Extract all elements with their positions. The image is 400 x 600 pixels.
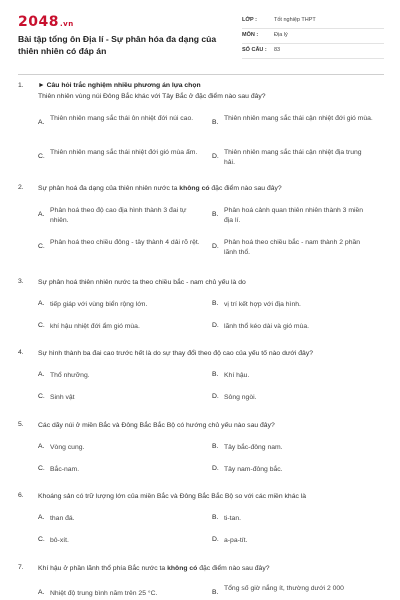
option-label: D. (212, 536, 219, 543)
question-1 (18, 82, 384, 172)
option-text: Thiên nhiên mang sắc thái ôn nhiệt đới núi cao. (50, 115, 194, 122)
option-text: Khí hậu. (224, 372, 250, 379)
option-text: Tổng số giờ nắng ít, thường dưới 2 000 (224, 585, 344, 592)
option-text: than đá. (50, 515, 75, 522)
question-text: Thiên nhiên vùng núi Đông Bắc khác với Tây Bắc ở đặc điểm nào sau đây? (38, 93, 266, 100)
logo-text[interactable]: 2048 (18, 14, 59, 30)
option-label: C. (38, 243, 45, 250)
meta-value: Địa lý (274, 32, 288, 38)
meta-row-grade (242, 14, 384, 29)
option-label: C. (38, 536, 45, 543)
option-label: C. (38, 153, 45, 160)
option-text: bô-xít. (50, 537, 69, 544)
option-text: Thiên nhiên mang sắc thái nhiệt đới gió mùa ấm. (50, 149, 198, 156)
question-number: 7. (18, 564, 24, 571)
meta-key: MÔN : (242, 32, 259, 38)
option-text: Thiên nhiên mang sắc thái cận nhiệt địa trung hải. (224, 149, 362, 166)
question-text (38, 564, 378, 574)
option-text: Phân hoá theo chiều đông - tây thành 4 dải rõ rệt. (50, 239, 200, 246)
question-text-part: đặc điểm nào sau đây? (197, 565, 270, 572)
option-label: B. (212, 119, 219, 126)
option-text: Tây bắc-đông nam. (224, 444, 283, 451)
question-number: 2. (18, 184, 24, 191)
option-label: D. (212, 322, 219, 329)
option-label: A. (38, 514, 45, 521)
option-label: B. (212, 443, 219, 450)
option-text: Thổ nhưỡng. (50, 372, 90, 379)
meta-key: SỐ CÂU : (242, 47, 267, 53)
meta-table (242, 14, 384, 59)
meta-row-subject (242, 29, 384, 44)
document-header (18, 14, 384, 74)
option-label: D. (212, 153, 219, 160)
option-label: B. (212, 589, 219, 596)
question-text-emphasis: không có (167, 565, 198, 572)
option-label: B. (212, 371, 219, 378)
option-label: D. (212, 243, 219, 250)
meta-value: 83 (274, 47, 281, 53)
option-text: vị trí kết hợp với địa hình. (224, 301, 301, 308)
question-text-part: Sự phân hoá đa dạng của thiên nhiên nước ta (38, 185, 180, 192)
question-6 (18, 492, 384, 552)
document-title: Bài tập tổng ôn Địa lí - Sự phân hóa đa dạng của thiên nhiên có đáp án (18, 34, 217, 56)
option-text: khí hậu nhiệt đới ẩm gió mùa. (50, 323, 140, 330)
question-3 (18, 278, 384, 338)
option-text: Phân hoá theo chiều bắc - nam thành 2 phần lãnh thổ. (224, 239, 361, 256)
question-number: 4. (18, 349, 24, 356)
logo-suffix[interactable]: .vn (59, 20, 74, 28)
option-text: a-pa-tít. (224, 537, 248, 544)
question-text-part: đặc điểm nào sau đây? (209, 185, 282, 192)
option-label: A. (38, 371, 45, 378)
question-5 (18, 421, 384, 481)
meta-value: Tốt nghiệp THPT (274, 17, 316, 23)
option-text: Vòng cung. (50, 444, 85, 451)
question-number: 3. (18, 278, 24, 285)
option-label: B. (212, 514, 219, 521)
question-text: Sự phân hoá thiên nhiên nước ta theo chiều bắc - nam chủ yếu là do (38, 279, 246, 286)
meta-row-count (242, 44, 384, 59)
option-label: B. (212, 211, 219, 218)
option-text: Nhiệt độ trung bình năm trên 25 °C. (50, 590, 158, 597)
question-text-emphasis: không có (179, 185, 210, 192)
option-label: D. (212, 393, 219, 400)
meta-key: LỚP : (242, 17, 257, 23)
option-text: Phân hoá cảnh quan thiên nhiên thành 3 miền địa lí. (224, 207, 364, 224)
question-text (38, 184, 378, 194)
option-label: C. (38, 393, 45, 400)
header-divider (18, 74, 384, 75)
option-label: A. (38, 300, 45, 307)
question-text: Khoáng sản có trữ lượng lớn của miền Bắc và Đông Bắc Bắc Bộ so với các miền khác là (38, 493, 307, 500)
option-label: C. (38, 322, 45, 329)
option-text: lãnh thổ kéo dài và gió mùa. (224, 323, 310, 330)
question-number: 1. (18, 82, 24, 89)
question-text: Sự hình thành ba đai cao trước hết là do sự thay đổi theo độ cao của yếu tố nào dưới đây? (38, 350, 313, 357)
question-number: 6. (18, 492, 24, 499)
option-label: A. (38, 443, 45, 450)
option-text: Bắc-nam. (50, 466, 80, 473)
option-label: A. (38, 589, 45, 596)
question-7 (18, 564, 384, 600)
option-text: ti-tan. (224, 515, 241, 522)
option-text: Sông ngòi. (224, 394, 257, 401)
question-text-part: Khí hậu ở phần lãnh thổ phía Bắc nước ta (38, 565, 168, 572)
question-4 (18, 349, 384, 409)
option-text: Phân hoá theo độ cao địa hình thành 3 đai tự nhiên. (50, 207, 187, 224)
option-label: B. (212, 300, 219, 307)
site-logo[interactable] (18, 14, 74, 30)
option-label: A. (38, 119, 45, 126)
option-text: Tây nam-đông bắc. (224, 466, 283, 473)
option-text: tiếp giáp với vùng biển rộng lớn. (50, 301, 148, 308)
option-label: D. (212, 465, 219, 472)
option-label: A. (38, 211, 45, 218)
question-number: 5. (18, 421, 24, 428)
option-text: Sinh vật (50, 394, 75, 401)
question-text: Các dãy núi ở miền Bắc và Đông Bắc Bắc Bộ có hướng chủ yếu nào sau đây? (38, 422, 275, 429)
option-text: Thiên nhiên mang sắc thái cận nhiệt đới gió mùa. (224, 115, 373, 122)
question-section-title: ► Câu hỏi trắc nghiệm nhiều phương án lựa chọn (38, 82, 201, 89)
option-label: C. (38, 465, 45, 472)
question-2 (18, 184, 384, 269)
